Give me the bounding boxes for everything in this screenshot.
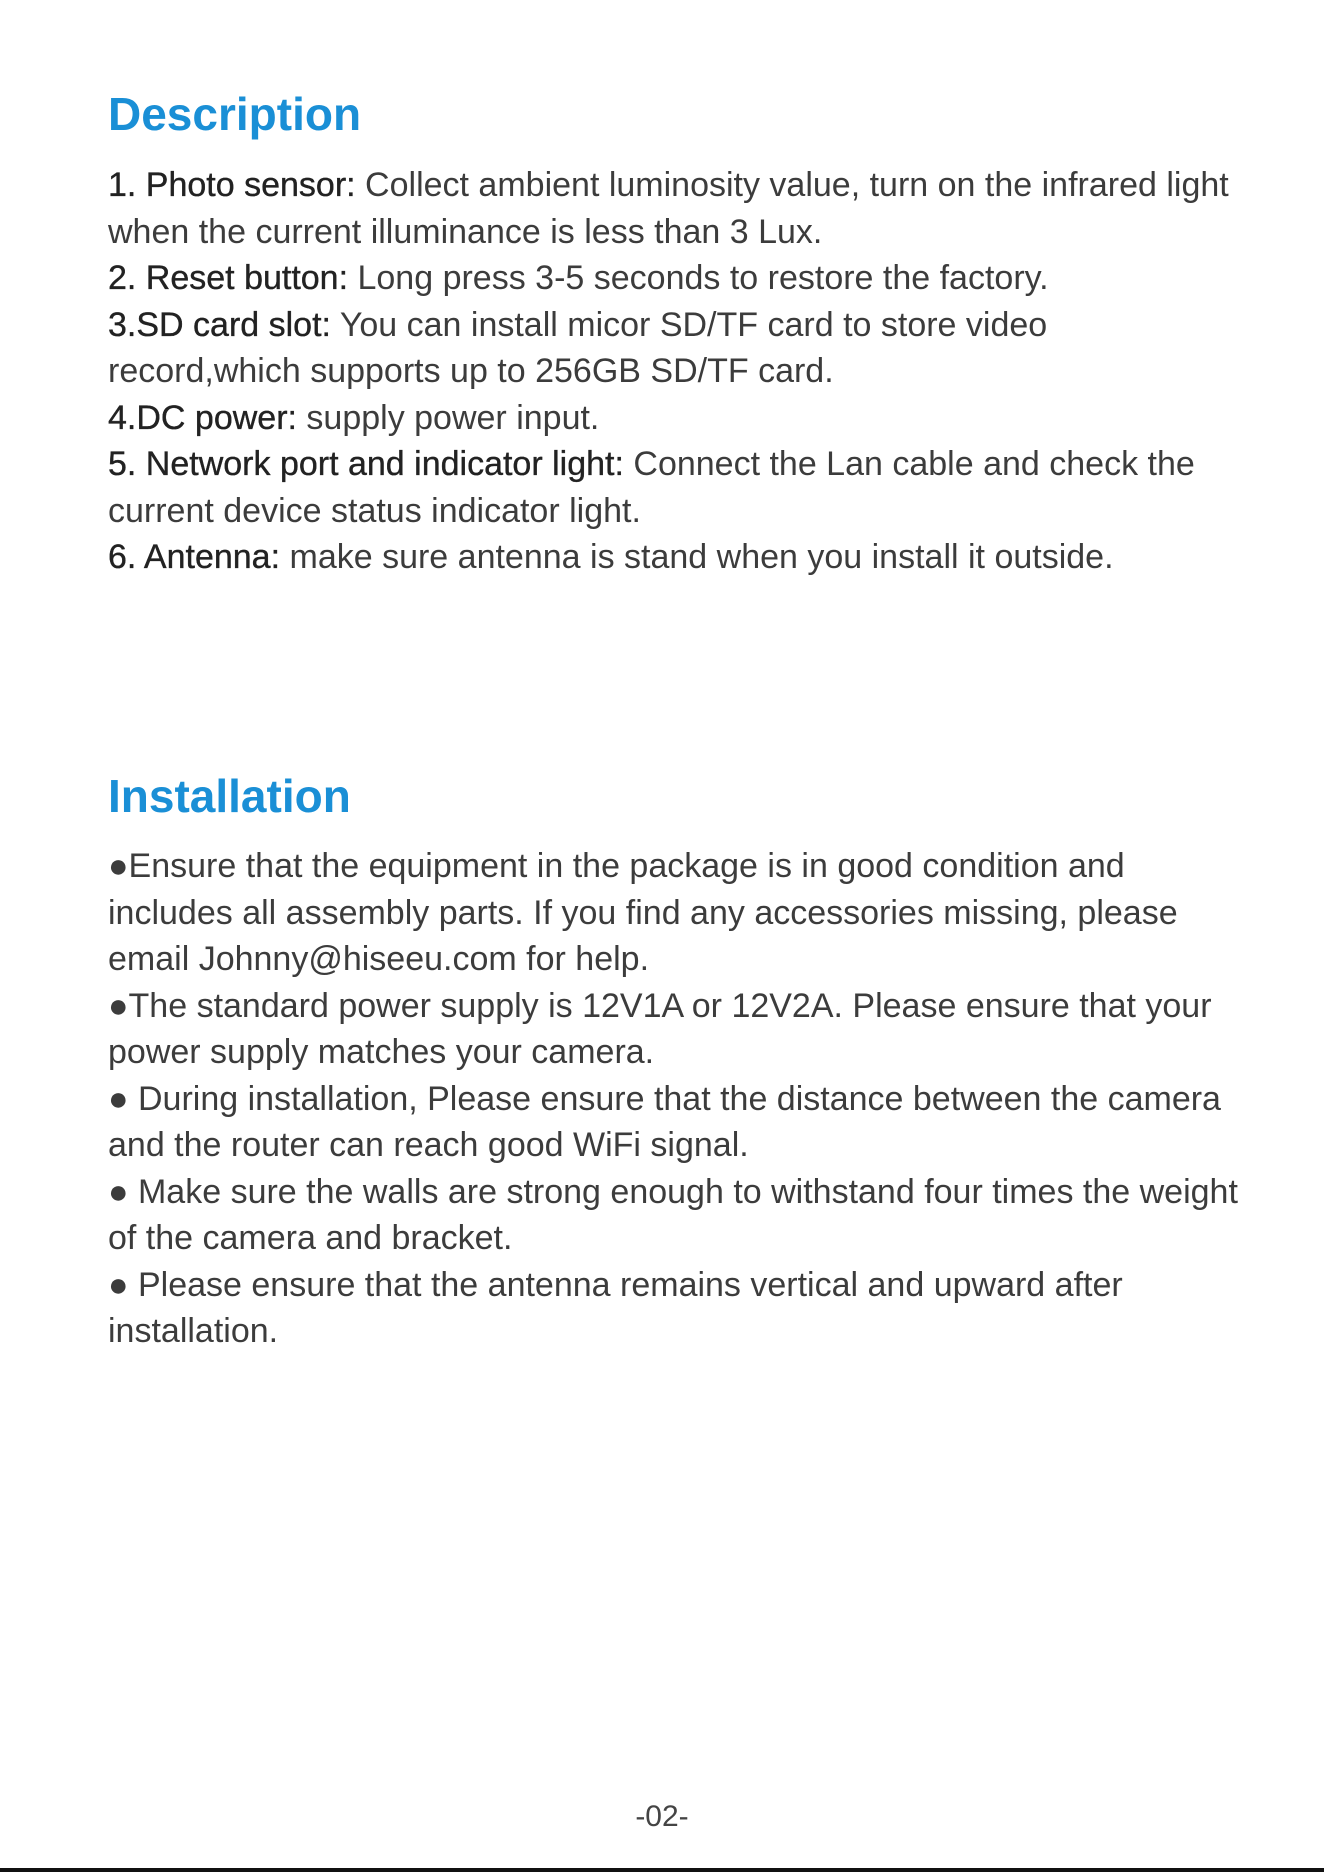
description-item-lead: 6. Antenna: (108, 538, 281, 576)
installation-item-wall-strength: ● Make sure the walls are strong enough to withstand four times the weight of the camera and bracket. (108, 1172, 1238, 1257)
description-item-lead: 1. Photo sensor: (108, 166, 356, 204)
installation-item-antenna-vertical: ● Please ensure that the antenna remains vertical and upward after installation. (108, 1265, 1123, 1350)
description-item-text: Collect ambient luminosity value, turn on the infrared light when the current illuminance is less than 3 Lux. (108, 166, 1229, 251)
installation-heading: Installation (108, 770, 351, 822)
description-heading: Description (108, 88, 362, 140)
description-item-lead: 5. Network port and indicator light: (108, 445, 624, 483)
installation-list (108, 843, 1248, 1355)
description-item-lead: 3.SD card slot: (108, 305, 331, 344)
description-item-lead: 4.DC power: (108, 398, 297, 437)
description-item-sd-card-slot (108, 302, 1248, 395)
description-item-text: You can install micor SD/TF card to store video record,which supports up to 256GB SD/TF card. (108, 305, 1048, 390)
description-item-dc-power (108, 395, 1248, 442)
description-item-text: supply power input. (296, 398, 600, 437)
description-item-text: make sure antenna is stand when you install it outside. (280, 538, 1114, 576)
page-number: -02- (635, 1800, 689, 1833)
description-list (108, 162, 1248, 581)
description-item-antenna (108, 534, 1248, 581)
bottom-divider (0, 1868, 1324, 1872)
description-item-lead: 2. Reset button: (108, 259, 349, 297)
description-item-photo-sensor (108, 162, 1248, 255)
description-item-text: Connect the Lan cable and check the current device status indicator light. (108, 445, 1195, 530)
installation-item-power-supply: ●The standard power supply is 12V1A or 12V2A. Please ensure that your power supply matches your camera. (108, 986, 1212, 1071)
description-item-reset-button (108, 255, 1248, 302)
description-item-network-port (108, 441, 1248, 534)
installation-item-wifi-distance: ● During installation, Please ensure that the distance between the camera and the router can reach good WiFi signal. (108, 1079, 1221, 1164)
description-item-text: Long press 3-5 seconds to restore the factory. (348, 259, 1049, 297)
installation-item-package-check: ●Ensure that the equipment in the package is in good condition and includes all assembly parts. If you find any accessories missing, please email Johnny@hiseeu.com for help. (108, 847, 1178, 978)
